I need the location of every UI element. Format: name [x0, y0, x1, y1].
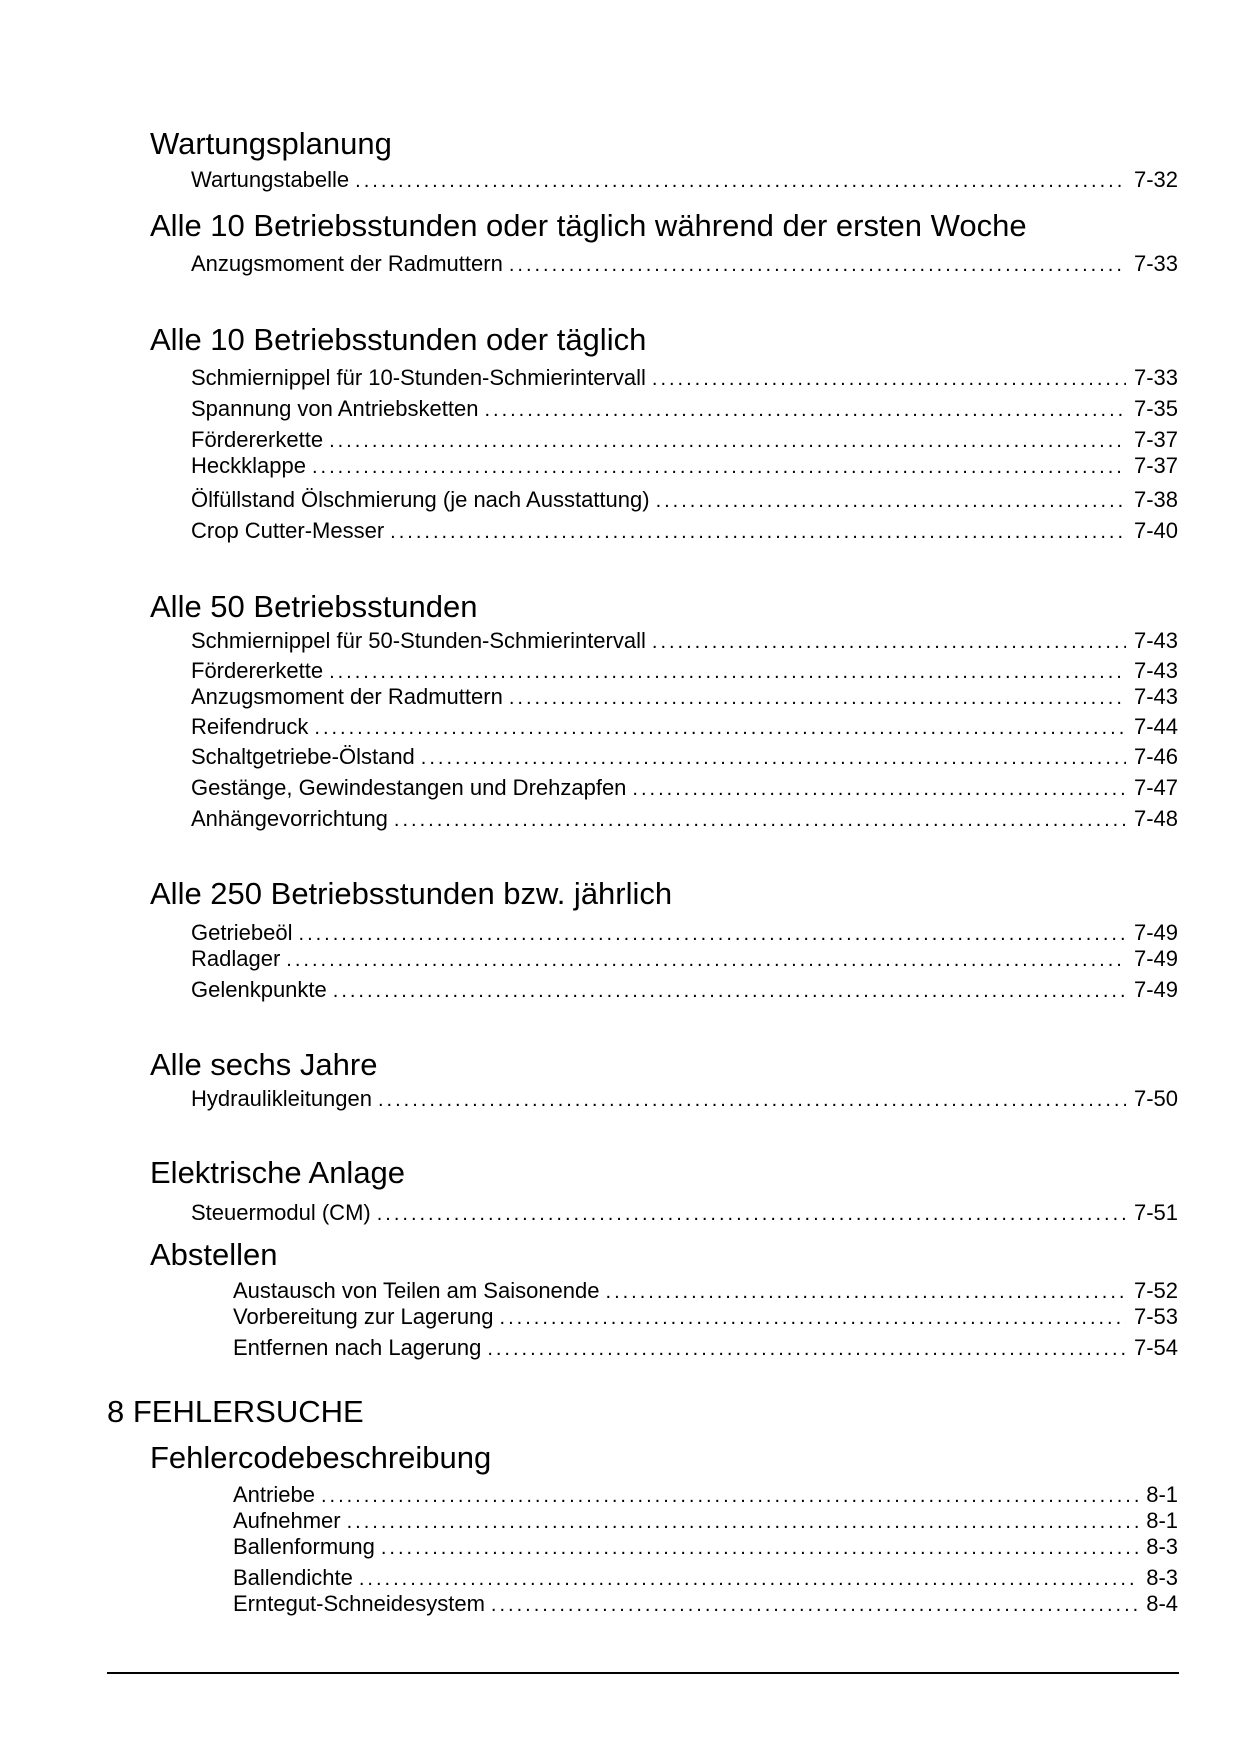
toc-entry-label: Getriebeöl — [191, 920, 293, 945]
dot-leader — [321, 1483, 1138, 1509]
toc-entry[interactable] — [191, 684, 1178, 711]
dot-leader — [329, 659, 1126, 685]
toc-entry-page: 8-1 — [1146, 1508, 1178, 1533]
dot-leader — [347, 1509, 1139, 1535]
dot-leader — [394, 807, 1126, 833]
toc-entry-label: Austausch von Teilen am Saisonende — [233, 1278, 600, 1303]
dot-leader — [487, 1336, 1126, 1362]
toc-entry-label: Reifendruck — [191, 714, 309, 739]
toc-entry[interactable] — [191, 1200, 1178, 1227]
toc-entry-page: 7-49 — [1133, 977, 1178, 1002]
section-heading: Alle 10 Betriebsstunden oder täglich während der ersten Woche — [150, 208, 1027, 243]
toc-entry[interactable] — [233, 1335, 1178, 1362]
section-heading: Abstellen — [150, 1237, 278, 1272]
toc-entry-label: Ölfüllstand Ölschmierung (je nach Ausstattung) — [191, 487, 650, 512]
toc-entry[interactable] — [191, 487, 1178, 514]
toc-entry-label: Gelenkpunkte — [191, 977, 327, 1002]
toc-entry-page: 7-49 — [1133, 920, 1178, 945]
toc-entry[interactable] — [233, 1482, 1178, 1509]
toc-entry-label: Wartungstabelle — [191, 167, 350, 192]
toc-entry[interactable] — [191, 251, 1178, 278]
toc-entry-page: 8-3 — [1146, 1565, 1178, 1590]
toc-entry[interactable] — [191, 920, 1178, 947]
section-heading: Fehlercodebeschreibung — [150, 1440, 492, 1475]
dot-leader — [333, 978, 1126, 1004]
toc-entry[interactable] — [191, 427, 1178, 454]
toc-entry[interactable] — [191, 744, 1178, 771]
dot-leader — [378, 1087, 1126, 1113]
toc-entry[interactable] — [233, 1278, 1178, 1305]
dot-leader — [509, 252, 1126, 278]
toc-entry-page: 8-1 — [1146, 1482, 1178, 1507]
toc-entry-label: Erntegut-Schneidesystem — [233, 1591, 485, 1616]
toc-entry-page: 7-50 — [1133, 1086, 1178, 1111]
toc-entry[interactable] — [233, 1565, 1178, 1592]
toc-entry-page: 7-44 — [1133, 714, 1178, 739]
toc-entry[interactable] — [233, 1534, 1178, 1561]
toc-entry[interactable] — [191, 714, 1178, 741]
dot-leader — [484, 397, 1126, 423]
toc-entry-page: 7-40 — [1133, 518, 1178, 543]
toc-entry-page: 7-51 — [1133, 1200, 1178, 1225]
dot-leader — [500, 1305, 1126, 1331]
toc-entry-label: Fördererkette — [191, 658, 324, 683]
toc-entry-page: 7-33 — [1133, 251, 1178, 276]
toc-entry-page: 7-37 — [1133, 427, 1178, 452]
toc-entry-page: 7-49 — [1133, 946, 1178, 971]
toc-entry-label: Gestänge, Gewindestangen und Drehzapfen — [191, 775, 627, 800]
dot-leader — [491, 1592, 1138, 1618]
toc-entry-label: Aufnehmer — [233, 1508, 341, 1533]
toc-entry-page: 7-37 — [1133, 453, 1178, 478]
toc-entry[interactable] — [233, 1591, 1178, 1618]
section-heading: Wartungsplanung — [150, 126, 392, 161]
toc-entry-page: 7-43 — [1133, 684, 1178, 709]
toc-entry[interactable] — [233, 1304, 1178, 1331]
toc-entry-page: 8-4 — [1146, 1591, 1178, 1616]
toc-entry-label: Ballendichte — [233, 1565, 353, 1590]
toc-entry-label: Ballenformung — [233, 1534, 375, 1559]
section-heading: Alle sechs Jahre — [150, 1047, 378, 1082]
section-heading: Elektrische Anlage — [150, 1155, 406, 1190]
toc-entry[interactable] — [191, 365, 1178, 392]
dot-leader — [312, 454, 1126, 480]
toc-entry-page: 7-38 — [1133, 487, 1178, 512]
section-heading: Alle 50 Betriebsstunden — [150, 589, 478, 624]
toc-entry-label: Hydraulikleitungen — [191, 1086, 372, 1111]
dot-leader — [377, 1201, 1126, 1227]
toc-entry[interactable] — [191, 946, 1178, 973]
dot-leader — [652, 366, 1126, 392]
toc-entry[interactable] — [191, 167, 1178, 194]
toc-entry-label: Anzugsmoment der Radmuttern — [191, 684, 503, 709]
toc-entry-label: Anhängevorrichtung — [191, 806, 388, 831]
toc-entry-label: Radlager — [191, 946, 281, 971]
chapter-heading: 8 FEHLERSUCHE — [107, 1394, 364, 1429]
dot-leader — [381, 1535, 1138, 1561]
toc-entry-page: 8-3 — [1146, 1534, 1178, 1559]
toc-entry-page: 7-47 — [1133, 775, 1178, 800]
toc-entry-label: Schmiernippel für 10-Stunden-Schmierintervall — [191, 365, 646, 390]
toc-entry-page: 7-43 — [1133, 658, 1178, 683]
toc-entry-page: 7-53 — [1133, 1304, 1178, 1329]
dot-leader — [390, 519, 1126, 545]
dot-leader — [329, 428, 1126, 454]
dot-leader — [652, 629, 1126, 655]
toc-entry[interactable] — [191, 658, 1178, 685]
toc-entry-page: 7-46 — [1133, 744, 1178, 769]
toc-entry[interactable] — [191, 977, 1178, 1004]
toc-entry[interactable] — [191, 453, 1178, 480]
dot-leader — [314, 715, 1126, 741]
dot-leader — [355, 168, 1126, 194]
toc-entry[interactable] — [191, 775, 1178, 802]
toc-entry-label: Crop Cutter-Messer — [191, 518, 385, 543]
toc-entry-label: Schaltgetriebe-Ölstand — [191, 744, 415, 769]
toc-entry[interactable] — [191, 518, 1178, 545]
dot-leader — [509, 685, 1126, 711]
section-heading: Alle 250 Betriebsstunden bzw. jährlich — [150, 876, 673, 911]
toc-entry-label: Entfernen nach Lagerung — [233, 1335, 482, 1360]
toc-entry[interactable] — [191, 628, 1178, 655]
toc-entry-label: Vorbereitung zur Lagerung — [233, 1304, 494, 1329]
toc-entry-page: 7-48 — [1133, 806, 1178, 831]
dot-leader — [359, 1566, 1138, 1592]
dot-leader — [606, 1279, 1126, 1305]
toc-entry-page: 7-52 — [1133, 1278, 1178, 1303]
toc-entry-page: 7-54 — [1133, 1335, 1178, 1360]
toc-entry[interactable] — [233, 1508, 1178, 1535]
toc-entry-label: Anzugsmoment der Radmuttern — [191, 251, 503, 276]
toc-entry-page: 7-43 — [1133, 628, 1178, 653]
toc-entry-label: Antriebe — [233, 1482, 315, 1507]
dot-leader — [299, 921, 1126, 947]
toc-entry[interactable] — [191, 806, 1178, 833]
toc-entry-label: Heckklappe — [191, 453, 306, 478]
toc-entry-label: Schmiernippel für 50-Stunden-Schmierintervall — [191, 628, 646, 653]
section-heading: Alle 10 Betriebsstunden oder täglich — [150, 322, 647, 357]
dot-leader — [656, 488, 1126, 514]
footer-rule — [107, 1672, 1179, 1674]
toc-entry-page: 7-33 — [1133, 365, 1178, 390]
toc-entry[interactable] — [191, 396, 1178, 423]
toc-entry-page: 7-35 — [1133, 396, 1178, 421]
dot-leader — [421, 745, 1126, 771]
toc-entry-label: Fördererkette — [191, 427, 324, 452]
toc-entry-label: Steuermodul (CM) — [191, 1200, 371, 1225]
toc-entry-page: 7-32 — [1133, 167, 1178, 192]
dot-leader — [286, 947, 1126, 973]
dot-leader — [632, 776, 1126, 802]
toc-entry-label: Spannung von Antriebsketten — [191, 396, 479, 421]
toc-entry[interactable] — [191, 1086, 1178, 1113]
